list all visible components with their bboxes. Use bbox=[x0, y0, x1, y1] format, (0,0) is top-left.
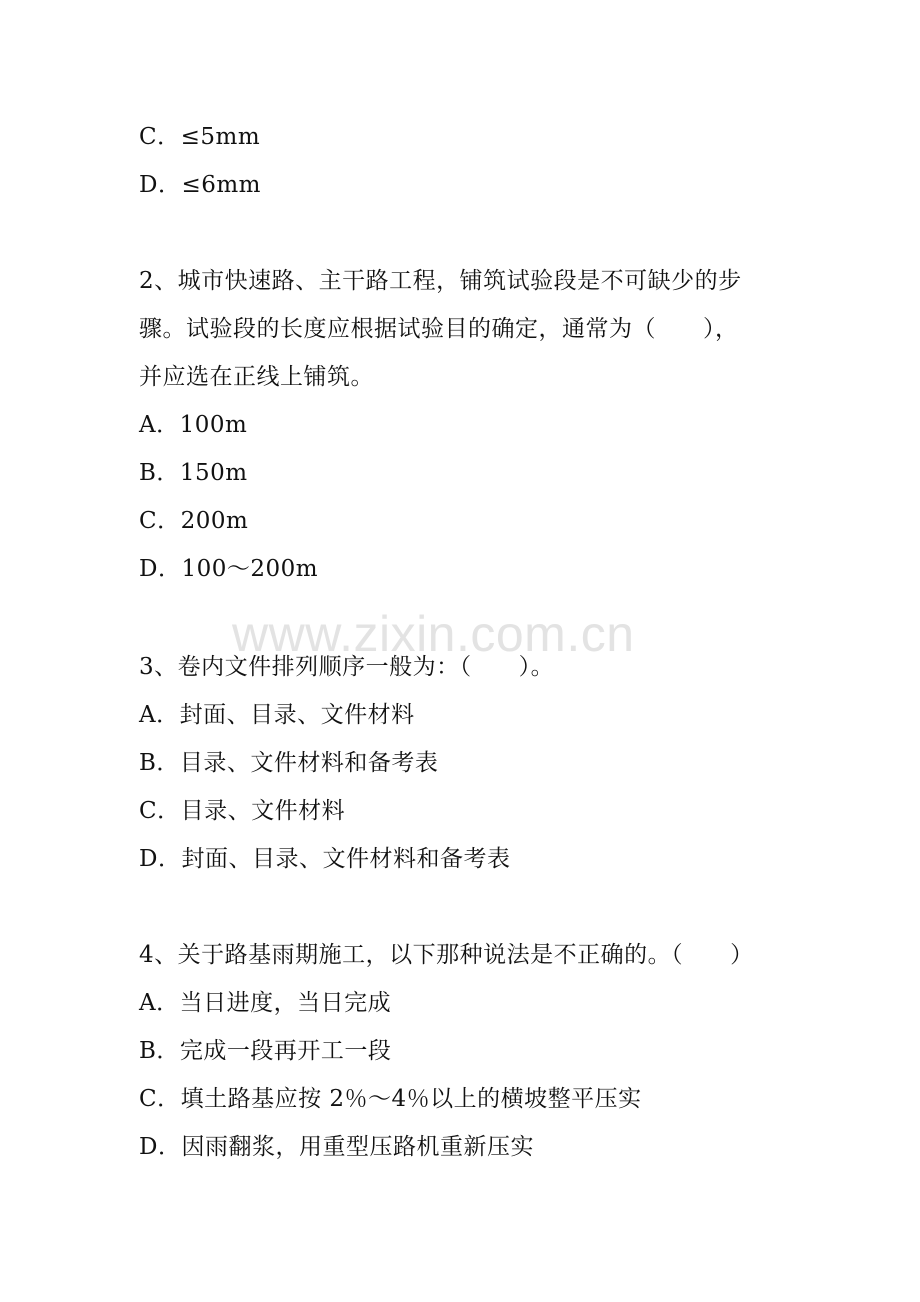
q3-option-d: D．封面、目录、文件材料和备考表 bbox=[139, 846, 511, 872]
q2-stem-line-2: 骤。试验段的长度应根据试验目的确定，通常为（ ）， bbox=[139, 316, 739, 342]
q2-option-d: D．100～200m bbox=[139, 556, 319, 582]
q2-stem-line-3: 并应选在正线上铺筑。 bbox=[139, 364, 374, 390]
q2-option-a: A．100m bbox=[139, 412, 248, 438]
q3-option-b: B．目录、文件材料和备考表 bbox=[139, 750, 439, 776]
q4-option-c: C．填土路基应按 2％～4％以上的横坡整平压实 bbox=[139, 1086, 642, 1112]
q4-option-b: B．完成一段再开工一段 bbox=[139, 1038, 392, 1064]
q3-option-c: C．目录、文件材料 bbox=[139, 798, 346, 824]
q3-option-a: A．封面、目录、文件材料 bbox=[139, 702, 415, 728]
q1-option-c: C．≤5mm bbox=[139, 124, 261, 150]
q3-stem: 3、卷内文件排列顺序一般为：（ ）。 bbox=[139, 654, 555, 680]
q4-option-d: D．因雨翻浆，用重型压路机重新压实 bbox=[139, 1134, 534, 1160]
q2-stem-line-1: 2、城市快速路、主干路工程，铺筑试验段是不可缺少的步 bbox=[139, 268, 742, 294]
q2-option-b: B．150m bbox=[139, 460, 248, 486]
q4-stem: 4、关于路基雨期施工，以下那种说法是不正确的。（ ） bbox=[139, 942, 754, 968]
q1-option-d: D．≤6mm bbox=[139, 172, 261, 198]
q4-option-a: A．当日进度，当日完成 bbox=[139, 990, 392, 1016]
watermark: www.zixin.com.cn bbox=[232, 606, 635, 662]
q2-option-c: C．200m bbox=[139, 508, 249, 534]
